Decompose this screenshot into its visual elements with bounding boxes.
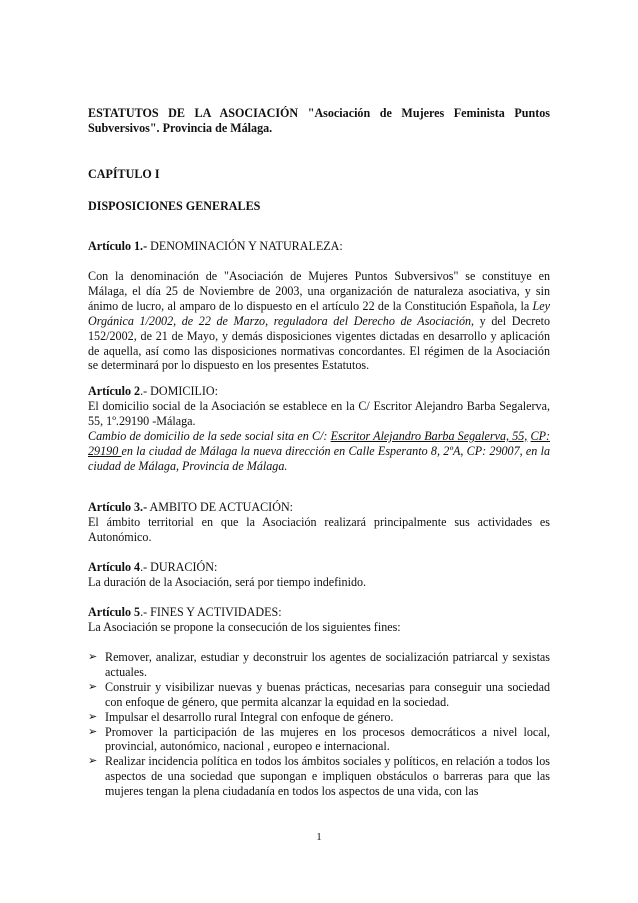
- article-2-label: Artículo 2: [88, 384, 141, 398]
- address-change-text-a: Cambio de domicilio de la sede social sita en C/:: [88, 429, 331, 443]
- article-3-body: El ámbito territorial en que la Asociación realizará principalmente sus actividades es Autonómico.: [88, 515, 550, 544]
- document-title: [88, 106, 550, 136]
- article-4-heading: [88, 560, 550, 575]
- article-4-label: Artículo 4: [88, 560, 141, 574]
- article-2-title: .- DOMICILIO:: [140, 384, 218, 398]
- chapter-title: DISPOSICIONES GENERALES: [88, 199, 261, 213]
- article-1-law: Ley Orgánica 1/2002, de 22 de Marzo, reguladora del Derecho de Asociación: [88, 298, 550, 328]
- article-5-heading: [88, 605, 550, 620]
- address-change-text-b: en la ciudad de Málaga la nueva dirección en Calle Esperanto 8, 2ºA, CP: 29007, en la ciudad de Málaga, Provincia de Málaga.: [88, 443, 550, 473]
- article-5-title: .- FINES Y ACTIVIDADES:: [140, 605, 282, 619]
- arrow-bullet-icon: ➢: [88, 650, 98, 663]
- arrow-bullet-icon: ➢: [88, 709, 98, 723]
- page-number: 1: [316, 831, 322, 843]
- article-3-heading: [88, 500, 550, 515]
- article-3-title: AMBITO DE ACTUACIÓN:: [147, 500, 294, 514]
- article-1-text-b: , y del Decreto 152/2002, de 21 de Mayo, y demás disposiciones vigentes dictadas en desarrollo y aplicación de aquella, así como las disposiciones normativas concordantes. El régimen de la Asociación se determinará por lo dispuesto en los presentes Estatutos.: [88, 313, 551, 373]
- article-5-fines-list: [88, 650, 550, 799]
- article-2-body: El domicilio social de la Asociación se establece en la C/ Escritor Alejandro Barba Segalerva, 55, 1º.29190 -Málaga.: [88, 399, 550, 428]
- list-item: ➢ Promover la participación de las mujeres en los procesos democráticos a nivel local, provincial, autonómico, nacional , europeo e internacional.: [88, 724, 550, 754]
- article-5-label: Artículo 5: [88, 605, 141, 619]
- arrow-bullet-icon: ➢: [88, 724, 98, 738]
- article-4-title: .- DURACIÓN:: [140, 560, 218, 574]
- article-1-label: Artículo 1.-: [88, 239, 148, 253]
- article-1-body: [88, 269, 550, 373]
- address-change-old-address: Escritor Alejandro Barba Segalerva, 55,: [330, 429, 528, 443]
- article-1-title: DENOMINACIÓN Y NATURALEZA:: [147, 239, 343, 253]
- title-line-1: ESTATUTOS DE LA ASOCIACIÓN "Asociación de Mujeres Feminista Puntos: [88, 106, 550, 120]
- list-item: ➢ Remover, analizar, estudiar y deconstruir los agentes de socialización patriarcal y sexistas actuales.: [88, 650, 550, 679]
- article-2-heading: [88, 384, 550, 399]
- chapter-number: CAPÍTULO I: [88, 167, 160, 181]
- arrow-bullet-icon: ➢: [88, 679, 98, 693]
- list-item: ➢ Impulsar el desarrollo rural Integral con enfoque de género.: [88, 709, 394, 724]
- arrow-bullet-icon: ➢: [88, 754, 98, 768]
- list-item: ➢ Realizar incidencia política en todos los ámbitos sociales y políticos, en relación a todos los aspectos de una sociedad que supongan e impliquen obstáculos o barreras para que las mujeres tengan la plena ciudadanía en todos los aspectos de una vida, con las: [88, 754, 550, 799]
- article-4-body: La duración de la Asociación, será por tiempo indefinido.: [88, 575, 367, 589]
- article-5-intro: La Asociación se propone la consecución de los siguientes fines:: [88, 620, 401, 634]
- title-line-2: Subversivos". Provincia de Málaga.: [88, 120, 273, 135]
- article-2-address-change: [88, 429, 550, 474]
- article-3-label: Artículo 3.-: [88, 500, 148, 514]
- article-1-heading: [88, 239, 550, 254]
- address-change-old-cp: CP: 29190: [88, 429, 550, 458]
- article-1-text-a: Con la denominación de "Asociación de Mujeres Puntos Subversivos" se constituye en Málaga, el día 25 de Noviembre de 2003, una organización de naturaleza asociativa, y sin ánimo de lucro, al amparo de lo dispuesto en el artículo 22 de la Constitución Española, la: [88, 269, 550, 313]
- list-item: ➢ Construir y visibilizar nuevas y buenas prácticas, necesarias para conseguir una sociedad con enfoque de género, que permita alcanzar la equidad en la sociedad.: [88, 679, 550, 709]
